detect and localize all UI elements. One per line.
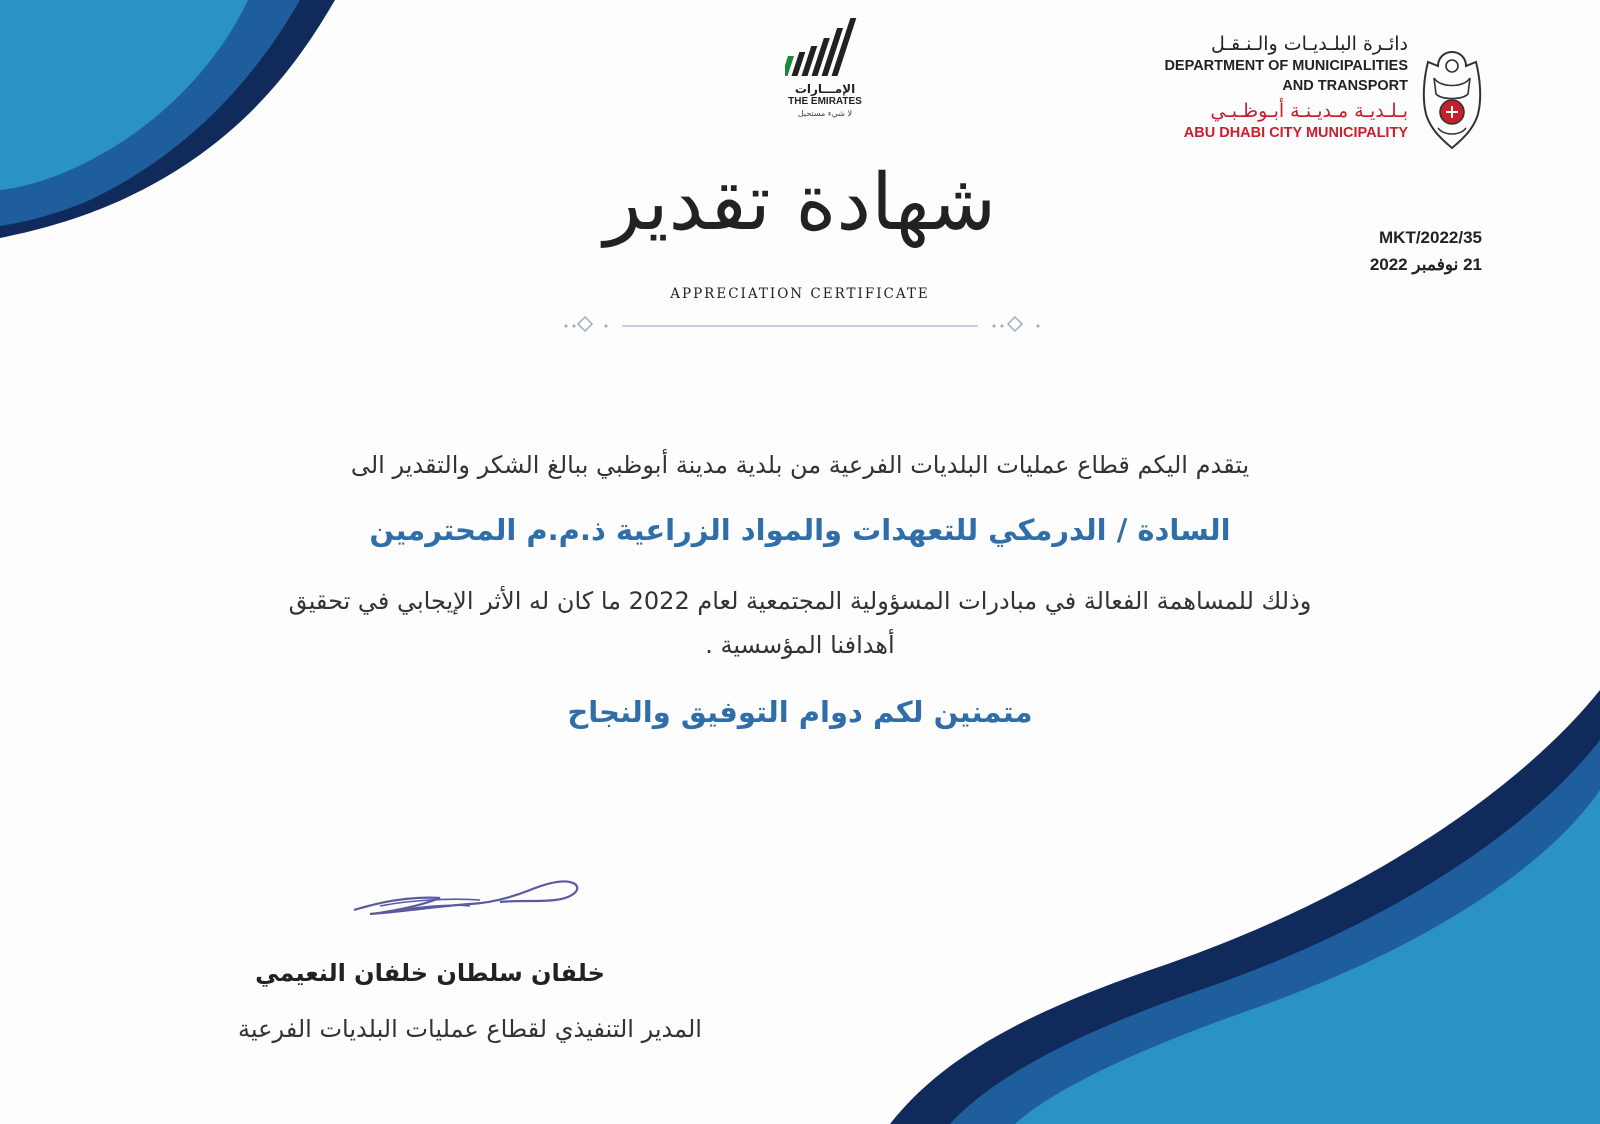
closing-wishes: متمنين لكم دوام التوفيق والنجاح [567,695,1033,729]
signatory-name: خلفان سلطان خلفان النعيمي [255,959,605,987]
certificate-title-arabic: شهادة تقدير [603,158,997,248]
municipality-arabic: بـلـديـة مـديـنـة أبـوظـبـي [1210,100,1408,122]
emirates-tagline: لا شيء مستحيل [797,109,853,118]
handwritten-signature [350,876,590,936]
municipality-english: ABU DHABI CITY MUNICIPALITY [1183,125,1408,141]
department-english-line1: DEPARTMENT OF MUNICIPALITIES [1164,58,1408,74]
title-divider [560,316,1060,336]
emirates-brand-mark-icon [785,16,865,80]
department-header [1108,32,1408,142]
the-emirates-logo [770,16,880,126]
certificate-title-english: APPRECIATION CERTIFICATE [670,286,930,302]
reference-block [1370,224,1482,278]
reference-date: 21 نوفمبر 2022 [1369,255,1482,274]
department-arabic: دائـرة البلـديـات والـنـقـل [1211,33,1408,55]
emirates-arabic-wordmark: الإمـــارات [794,82,856,96]
recipient-name: السادة / الدرمكي للتعهدات والمواد الزراعية ذ.م.م المحترمين [369,513,1231,547]
abu-dhabi-falcon-emblem-icon [1416,48,1488,152]
diamond-right-icon [1008,317,1022,331]
reference-number: MKT/2022/35 [1379,228,1482,247]
reason-line-2: أهدافنا المؤسسية . [705,631,895,659]
department-english-line2: AND TRANSPORT [1282,78,1408,94]
intro-text: يتقدم اليكم قطاع عمليات البلديات الفرعية من بلدية مدينة أبوظبي ببالغ الشكر والتقدير الى [350,451,1250,479]
emirates-english-wordmark: THE EMIRATES [788,96,862,107]
reason-line-1: وذلك للمساهمة الفعالة في مبادرات المسؤولية المجتمعية لعام 2022 ما كان له الأثر الإيجابي في تحقيق [288,587,1312,615]
diamond-left-icon [578,317,592,331]
signatory-title: المدير التنفيذي لقطاع عمليات البلديات الفرعية [238,1015,702,1043]
